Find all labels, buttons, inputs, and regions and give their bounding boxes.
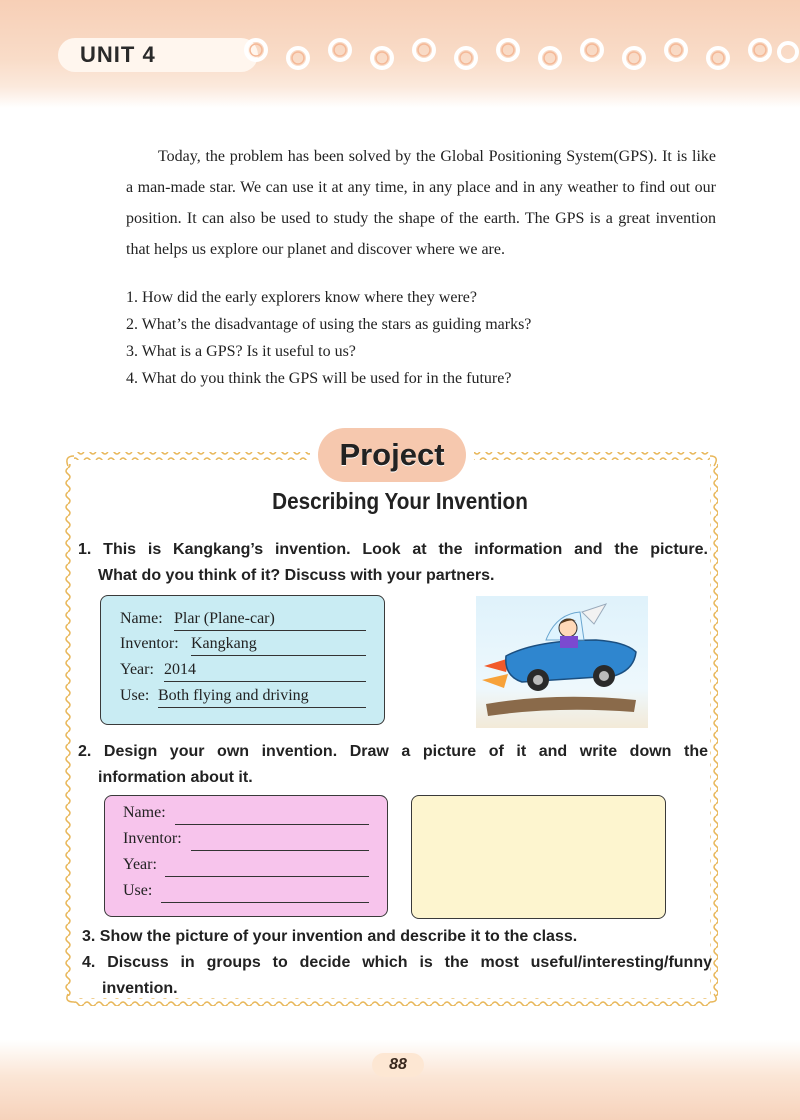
example-invention-card <box>100 595 385 725</box>
task-2 <box>78 739 708 791</box>
question-item: 1. How did the early explorers know where they were? <box>126 289 477 306</box>
question-item: 2. What’s the disadvantage of using the stars as guiding marks? <box>126 316 532 333</box>
name-blank[interactable] <box>175 804 369 825</box>
year-row <box>120 661 196 679</box>
task-1 <box>78 537 708 589</box>
inventor-row <box>120 635 257 653</box>
plane-car-icon <box>476 596 648 728</box>
use-blank[interactable] <box>161 882 369 903</box>
task-1-line-2: What do you think of it? Discuss with your partners. <box>98 567 495 584</box>
name-label: Name: <box>123 804 166 821</box>
name-row <box>123 804 166 822</box>
own-invention-card <box>104 795 388 917</box>
drawing-area[interactable] <box>411 795 666 919</box>
task-4-line-1: 4. Discuss in groups to decide which is the most useful/interesting/funny <box>82 954 712 971</box>
name-label: Name: <box>120 610 163 627</box>
use-label: Use: <box>120 687 150 704</box>
name-value: Plar (Plane-car) <box>174 610 366 631</box>
footer-band <box>0 1040 800 1120</box>
year-label: Year: <box>120 661 154 678</box>
use-row <box>120 687 309 705</box>
unit-title: UNIT 4 <box>80 42 156 67</box>
task-1-line-1: 1. This is Kangkang’s invention. Look at the information and the picture. <box>78 541 708 558</box>
year-row <box>123 856 157 874</box>
project-badge <box>318 428 466 482</box>
inventor-label: Inventor: <box>123 830 182 847</box>
reading-paragraph: Today, the problem has been solved by the Global Positioning System(GPS). It is like a man-made star. We can use it at any time, in any place and in any weather to find out our position. It can also be used to study the shape of the earth. The GPS is a great invention that helps us explore our planet and discover where we are. <box>126 148 716 258</box>
question-item: 3. What is a GPS? Is it useful to us? <box>126 343 356 360</box>
use-row <box>123 882 152 900</box>
year-label: Year: <box>123 856 157 873</box>
project-label: Project <box>339 437 445 472</box>
inventor-blank[interactable] <box>191 830 369 851</box>
task-4-line-2: invention. <box>102 980 178 997</box>
name-row <box>120 610 275 628</box>
task-4 <box>82 950 712 1002</box>
inventor-row <box>123 830 182 848</box>
year-blank[interactable] <box>165 856 369 877</box>
inventor-label: Inventor: <box>120 635 179 652</box>
page-number: 88 <box>389 1056 407 1073</box>
task-2-line-2: information about it. <box>98 769 253 786</box>
year-value: 2014 <box>164 661 366 682</box>
inventor-value: Kangkang <box>191 635 366 656</box>
use-value: Both flying and driving <box>158 687 366 708</box>
section-title: Describing Your Invention <box>272 488 528 514</box>
task-2-line-1: 2. Design your own invention. Draw a picture of it and write down the <box>78 743 708 760</box>
task-3: 3. Show the picture of your invention and describe it to the class. <box>82 928 578 945</box>
question-item: 4. What do you think the GPS will be used for in the future? <box>126 370 512 387</box>
use-label: Use: <box>123 882 153 899</box>
plane-car-illustration <box>476 596 648 728</box>
